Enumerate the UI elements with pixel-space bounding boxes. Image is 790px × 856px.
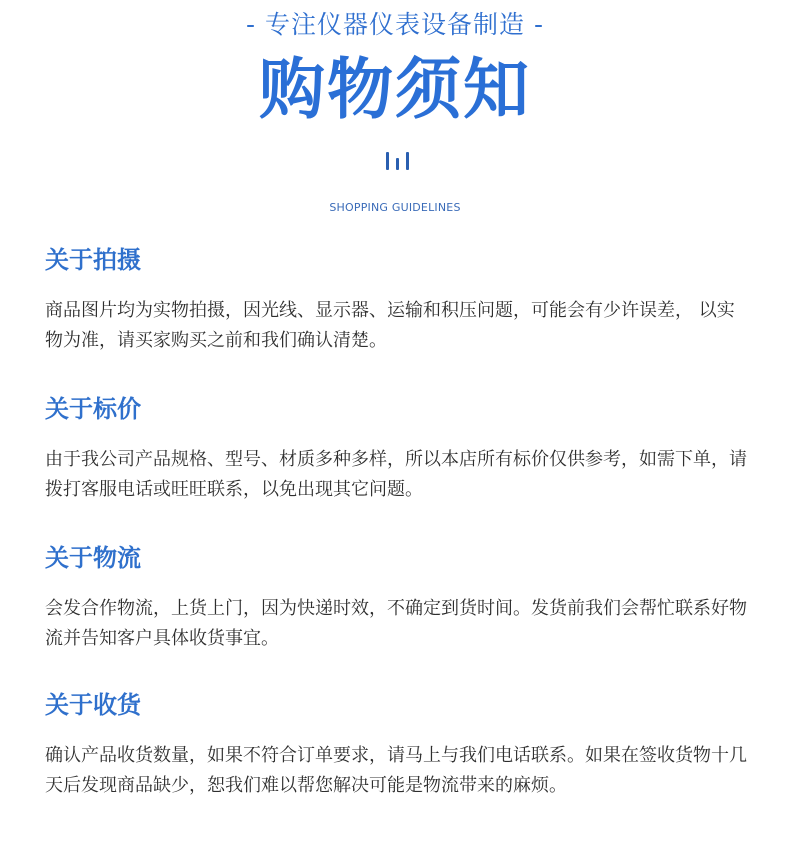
section-body: 会发合作物流，上货上门，因为快递时效，不确定到货时间。发货前我们会帮忙联系好物流并告知客户具体收货事宜。 — [45, 598, 747, 649]
english-subtitle: SHOPPING GUIDELINES — [329, 201, 461, 214]
section-body: 商品图片均为实物拍摄，因光线、显示器、运输和积压问题，可能会有少许误差， 以实物为准，请买家购买之前和我们确认清楚。 — [45, 300, 735, 351]
section-title: 关于标价 — [45, 395, 141, 423]
section-receiving — [45, 689, 750, 801]
divider-marks-icon — [381, 150, 413, 170]
divider-mark — [386, 152, 389, 170]
section-title: 关于收货 — [45, 691, 141, 719]
section-pricing — [45, 393, 750, 505]
page-title: 购物须知 — [259, 51, 531, 128]
tagline: - 专注仪器仪表设备制造 - — [246, 10, 544, 39]
section-logistics — [45, 542, 750, 654]
divider-mark — [406, 152, 409, 170]
section-title: 关于拍摄 — [45, 246, 141, 274]
section-shooting — [45, 244, 750, 356]
section-body: 由于我公司产品规格、型号、材质多种多样，所以本店所有标价仅供参考，如需下单，请拨打客服电话或旺旺联系，以免出现其它问题。 — [45, 449, 747, 500]
divider-mark — [396, 158, 399, 170]
section-body: 确认产品收货数量，如果不符合订单要求，请马上与我们电话联系。如果在签收货物十几天后发现商品缺少，恕我们难以帮您解决可能是物流带来的麻烦。 — [45, 745, 747, 796]
section-title: 关于物流 — [45, 544, 141, 572]
